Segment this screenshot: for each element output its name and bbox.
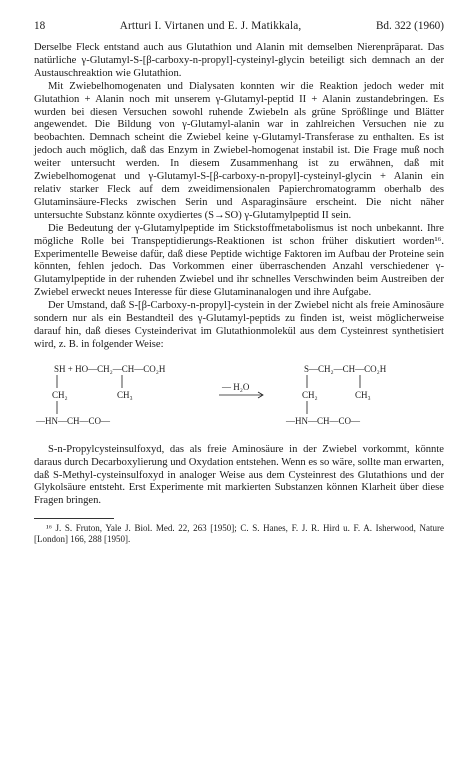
paragraph-5: S-n-Propylcysteinsulfoxyd, das als freie Aminosäure in der Zwiebel vorkommt, könnte daraus durch Decarboxylierung und Oxydation entstehen. Wenn es so wäre, sollte man erwarten, daß S-Methyl-cysteinsulfoxyd in analoger Weise aus dem Cysteinrest des Glutathions und der Glykolsäure entsteht. Erst Experimente mit markierten Substanzen können Klarheit über diese Fragen bringen. (34, 443, 444, 507)
formula-right-bottom: —HN—CH—CO— (286, 415, 361, 426)
header-volume: Bd. 322 (1960) (375, 20, 444, 32)
paragraph-2: Mit Zwiebelhomogenaten und Dialysaten konnten wir die Reaktion jedoch weder mit Glutathion + Alanin noch mit unserem γ-Glutamyl-peptid II + Alanin zustandebringen. Es wurden bei diesen Versuchen sowohl ruhende Zwiebeln als grüne Sprößlinge und Blätter angewendet. Die Bildung von γ-Glutamyl-alanin war in zahlreichen Versuchen nie zu beobachten. Demnach scheint die Zwiebel keine γ-Glutamyl-Transferase zu enthalten. Es ist jedoch auch möglich, daß das Enzym in Zwiebel-homogenat instabil ist. Die Frage muß noch weiter untersucht werden. In diesem Zusammenhang ist zu erwähnen, daß mit Zwiebelhomogenat und γ-Glutamyl-S-[β-carboxy-n-propyl]-cysteinyl-glycin + Alanin ein relativ starker Fleck auf dem zweidimensionalen Papierchromatogramm oberhalb des Glutaminsäure-Flecks zwischen Serin und Asparaginsäure erscheint. Die nicht näher untersuchte Substanz könnte oxydiertes (S→SO) γ-Glutamylpeptid II sein. (34, 80, 444, 221)
paper-page (34, 20, 444, 545)
formula-left-bottom: —HN—CH—CO— (36, 415, 111, 426)
footnote-divider (34, 518, 114, 519)
formula-left-mid-a: CH₂ (52, 389, 68, 400)
page-number: 18 (34, 20, 46, 32)
footnote-16: ¹⁶ J. S. Fruton, Yale J. Biol. Med. 22, 263 [1950]; C. S. Hanes, F. J. R. Hird u. F. A. Isherwood, Nature [London] 166, 288 [1950]. (34, 523, 444, 545)
paragraph-4: Der Umstand, daß S-[β-Carboxy-n-propyl]-cystein in der Zwiebel nicht als freie Aminosäure sondern nur als ein Bestandteil des γ-Glutamyl-peptids zu finden ist, weist möglicherweise darauf hin, daß dieses Cysteinderivat im Glutathionmolekül aus dem Cysteinrest synthetisiert wird, z. B. in folgender Weise: (34, 300, 444, 350)
formula-left-top: SH + HO—CH₂—CH—CO₂H (54, 363, 166, 374)
paragraph-3: Die Bedeutung der γ-Glutamylpeptide im Stickstoffmetabolismus ist noch unbekannt. Ihre mögliche Rolle bei Transpeptidierungs-Reaktionen ist schon früher diskutiert worden¹⁶. Experimentelle Beweise dafür, daß diese Peptide wichtige Faktoren im Aufbau der Proteine sein könnten, fehlen jedoch. Das Vorkommen einer überraschenden Anzahl verschiedener γ-Glutamylpeptide in der ruhenden Zwiebel und ihr schnelles Verschwinden beim Austreiben der Zwiebel erweckt neues Interesse für diese Glutaminanalogen und ihre Aufgabe. (34, 222, 444, 299)
formula-left-mid-b: CH₃ (117, 389, 133, 400)
formula-arrow-label: — H₂O (222, 381, 250, 392)
header-authors: Artturi I. Virtanen und E. J. Matikkala, (119, 20, 302, 32)
running-header (34, 20, 444, 36)
reaction-formula (34, 360, 444, 434)
formula-drawing (34, 360, 444, 434)
formula-right-top: S—CH₂—CH—CO₂H (304, 363, 387, 374)
paragraph-1: Derselbe Fleck entstand auch aus Glutathion und Alanin mit demselben Nierenpräparat. Das natürliche γ-Glutamyl-S-[β-carboxy-n-propyl]-cysteinyl-glycin beteiligt sich demnach an der Austauschreaktion wie Glutathion. (34, 42, 444, 79)
formula-right-mid-b: CH₃ (355, 389, 371, 400)
formula-right-mid-a: CH₂ (302, 389, 318, 400)
article-body (34, 42, 444, 545)
